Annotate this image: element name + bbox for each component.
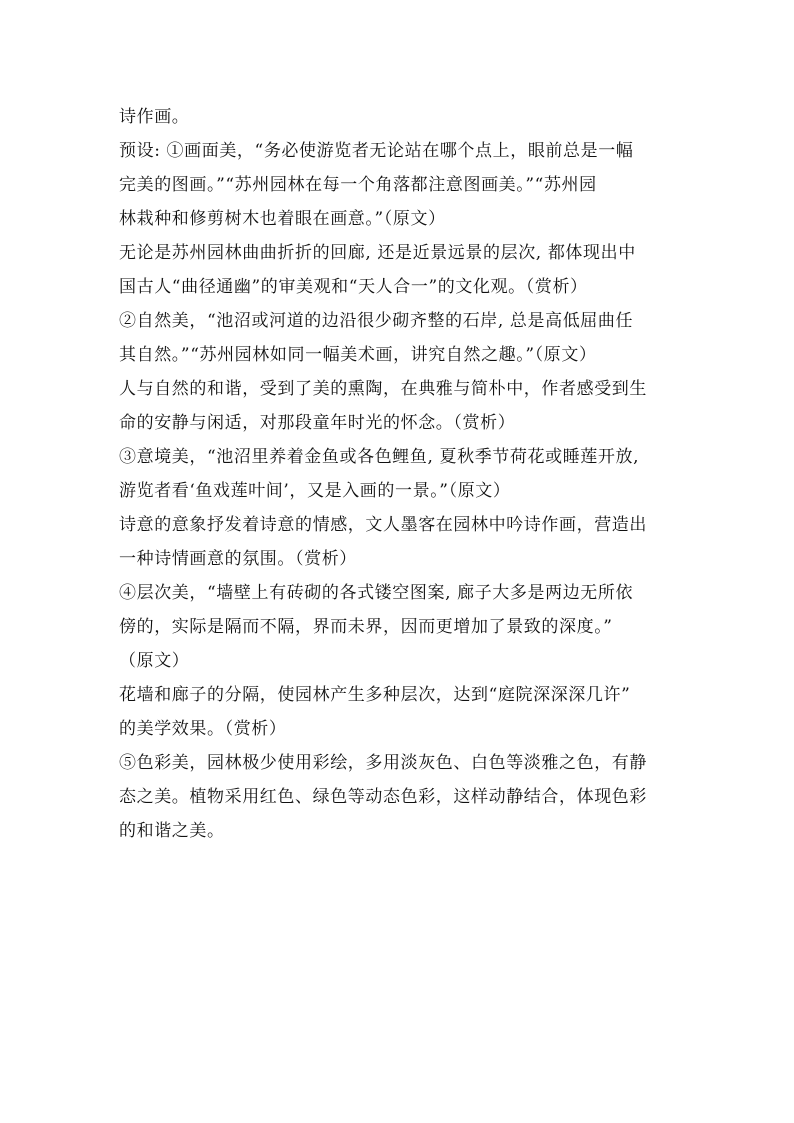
text-line: 人与自然的和谐，受到了美的熏陶，在典雅与简朴中，作者感受到生 xyxy=(119,379,647,399)
text-line: 诗作画。 xyxy=(119,107,190,127)
text-line: 花墙和廊子的分隔，使园林产生多种层次，达到“庭院深深深几许” xyxy=(119,685,631,705)
text-line: ③意境美，“池沼里养着金鱼或各色鲤鱼, 夏秋季节荷花或睡莲开放, xyxy=(119,447,640,467)
text-line: 的和谐之美。 xyxy=(119,821,225,841)
text-line: 预设: ①画面美，“务必使游览者无论站在哪个点上，眼前总是一幅 xyxy=(119,141,634,161)
text-line: 态之美。植物采用红色、绿色等动态色彩，这样动静结合，体现色彩 xyxy=(119,787,647,807)
text-line: 的美学效果。（赏析） xyxy=(119,719,287,739)
text-line: 游览者看‘鱼戏莲叶间’，又是入画的一景。”（原文） xyxy=(119,481,511,501)
text-line: ②自然美，“池沼或河道的边沿很少砌齐整的石岸, 总是高低屈曲任 xyxy=(119,311,634,331)
text-line: 一种诗情画意的氛围。（赏析） xyxy=(119,549,357,569)
text-line: 无论是苏州园林曲曲折折的回廊, 还是近景远景的层次, 都体现出中 xyxy=(119,243,636,263)
text-line: ④层次美，“墙壁上有砖砌的各式镂空图案, 廊子大多是两边无所依 xyxy=(119,583,634,603)
text-line: 其自然。”“苏州园林如同一幅美术画，讲究自然之趣。”（原文） xyxy=(119,345,597,365)
document-body xyxy=(119,100,679,848)
text-line: （原文） xyxy=(119,651,190,671)
text-line: ⑤色彩美，园林极少使用彩绘，多用淡灰色、白色等淡雅之色，有静 xyxy=(119,753,647,773)
text-line: 国古人“曲径通幽”的审美观和“天人合一”的文化观。（赏析） xyxy=(119,277,588,297)
text-line: 林栽种和修剪树木也着眼在画意。”（原文） xyxy=(119,209,446,229)
text-line: 命的安静与闲适，对那段童年时光的怀念。（赏析） xyxy=(119,413,516,433)
text-line: 完美的图画。”“苏州园林在每一个角落都注意图画美。”“苏州园 xyxy=(119,175,597,195)
text-line: 傍的，实际是隔而不隔，界而未界，因而更增加了景致的深度。” xyxy=(119,617,613,637)
text-line: 诗意的意象抒发着诗意的情感，文人墨客在园林中吟诗作画，营造出 xyxy=(119,515,647,535)
